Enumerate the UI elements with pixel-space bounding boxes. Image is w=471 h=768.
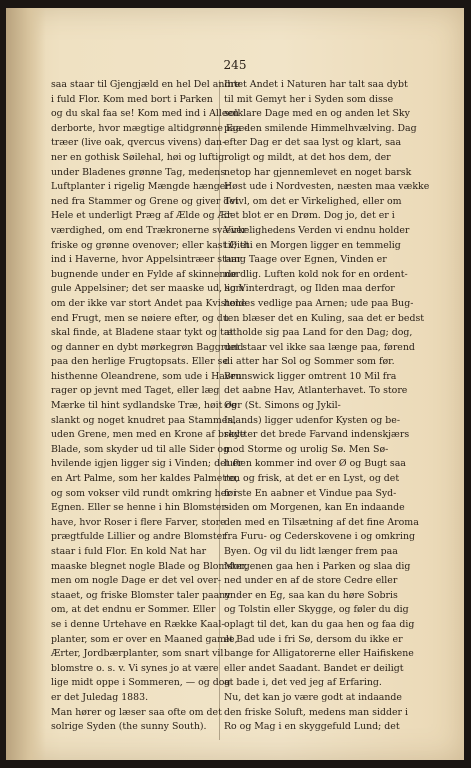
text-line: netop har gjennemlevet en noget barsk bbox=[224, 166, 412, 178]
text-line: lige midt oppe i Sommeren, — og dog bbox=[51, 677, 231, 689]
text-line: Morgenen gaa hen i Parken og slaa dig bbox=[224, 560, 411, 572]
text-line: di atter har Sol og Sommer som før. bbox=[224, 356, 395, 368]
text-line: oplagt til det, kan du gaa hen og faa dig bbox=[224, 618, 415, 630]
text-line: Egnen. Eller se henne i hin Blomster- bbox=[51, 502, 230, 514]
text-line: bugnende under en Fylde af skinnende bbox=[51, 268, 237, 280]
text-line: tung Taage over Egnen, Vinden er bbox=[224, 254, 387, 266]
text-line: derborte, hvor mægtige altidgrønne Ege- bbox=[51, 122, 248, 134]
text-line: holdes vedlige paa Arnen; ude paa Bug- bbox=[224, 297, 414, 309]
text-line: saa staar til Gjengjæld en hel Del andre bbox=[51, 79, 241, 90]
text-line: skal finde, at Bladene staar tykt og tæt bbox=[51, 327, 237, 339]
text-line: om der ikke var stort Andet paa Kvistene bbox=[51, 297, 247, 309]
text-line: og som vokser vild rundt omkring her i bbox=[51, 487, 237, 499]
text-line: histhenne Oleandrene, som ude i Haven bbox=[51, 370, 242, 382]
column-divider bbox=[219, 80, 220, 740]
text-line: det staar vel ikke saa længe paa, førend bbox=[224, 341, 415, 353]
text-line: Luftplanter i rigelig Mængde hænger bbox=[51, 181, 230, 193]
text-line: Nu, det kan jo være godt at indaande bbox=[224, 691, 402, 703]
text-line: paa den herlige Frugtopsats. Eller se bbox=[51, 356, 228, 368]
text-line: Intet Andet i Naturen har talt saa dybt bbox=[224, 79, 408, 90]
text-line: prægtfulde Lillier og andre Blomster bbox=[51, 531, 227, 543]
text-line: Man hører og læser saa ofte om det bbox=[51, 706, 222, 718]
text-line: staaet, og friske Blomster taler paany bbox=[51, 589, 231, 601]
page-number: 245 bbox=[223, 58, 247, 72]
text-line: og du skal faa se! Kom med ind i Alleen bbox=[51, 108, 240, 120]
text-line: blomstre o. s. v. Vi synes jo at være bbox=[51, 662, 219, 674]
text-line: roligt og mildt, at det hos dem, der bbox=[224, 151, 391, 163]
text-line: og Tolstin eller Skygge, og føler du dig bbox=[224, 604, 409, 616]
text-line: staar i fuld Flor. En kold Nat har bbox=[51, 546, 207, 557]
text-line: ned under en af de store Cedre eller bbox=[224, 575, 398, 587]
text-line: have, hvor Roser i flere Farver, store bbox=[51, 516, 226, 528]
text-line: ner en gothisk Søilehal, høi og luftig bbox=[51, 151, 225, 163]
text-line: at bade i, det ved jeg af Erfaring. bbox=[224, 677, 382, 689]
right-column bbox=[224, 78, 430, 735]
text-line: til mit Gemyt her i Syden som disse bbox=[224, 93, 394, 105]
text-line: siden om Morgenen, kan En indaande bbox=[224, 502, 405, 514]
text-line: Islands) ligger udenfor Kysten og be- bbox=[224, 414, 400, 426]
text-line: bange for Alligatorerne eller Haifiskene bbox=[224, 648, 414, 660]
text-line: rager op jevnt med Taget, eller læg bbox=[51, 385, 220, 397]
text-line: til; thi en Morgen ligger en temmelig bbox=[224, 239, 401, 251]
text-line: hvilende igjen ligger sig i Vinden; det er bbox=[51, 458, 243, 470]
text-line: slankt og noget knudret paa Stammen, bbox=[51, 414, 237, 426]
book-page bbox=[6, 8, 464, 760]
text-line: under en Eg, saa kan du høre Sobris bbox=[224, 589, 398, 601]
left-column bbox=[51, 78, 250, 735]
text-line: planter, som er over en Maaned gamle, bbox=[51, 633, 238, 645]
text-line: Øer (St. Simons og Jykil- bbox=[224, 400, 341, 412]
text-line: Virkelighedens Verden vi endnu holder bbox=[224, 224, 410, 236]
text-line: paa den smilende Himmelhvælving. Dag bbox=[224, 122, 417, 134]
text-line: solrige Syden (the sunny South). bbox=[51, 721, 207, 733]
text-line: under Bladenes grønne Tag, medens bbox=[51, 166, 226, 178]
text-line: det aabne Hav, Atlanterhavet. To store bbox=[224, 385, 408, 397]
page-gutter bbox=[6, 8, 46, 760]
text-line: træer (live oak, qvercus vivens) dan- bbox=[51, 137, 226, 149]
text-line: fra Furu- og Cederskovene i og omkring bbox=[224, 531, 415, 543]
text-line: luften kommer ind over Ø og Bugt saa bbox=[224, 458, 406, 470]
text-line: om, at det endnu er Sommer. Eller bbox=[51, 604, 216, 616]
text-line: den friske Soluft, medens man sidder i bbox=[224, 706, 408, 718]
text-line: en Art Palme, som her kaldes Palmetto, bbox=[51, 473, 239, 485]
text-line: se i denne Urtehave en Række Kaal- bbox=[51, 618, 225, 630]
text-line: ren og frisk, at det er en Lyst, og det bbox=[224, 473, 400, 485]
text-line: Byen. Og vil du lidt længer frem paa bbox=[224, 546, 398, 557]
text-line: den med en Tilsætning af det fine Aroma bbox=[224, 516, 419, 528]
text-line: maaske blegnet nogle Blade og Blomster, bbox=[51, 560, 248, 572]
text-line: end Frugt, men se nøiere efter, og du bbox=[51, 312, 229, 324]
text-line: første En aabner et Vindue paa Syd- bbox=[224, 487, 397, 499]
text-line: Ro og Mag i en skyggefuld Lund; det bbox=[224, 721, 400, 733]
text-line: et Bad ude i fri Sø, dersom du ikke er bbox=[224, 633, 403, 645]
text-line: ten blæser det en Kuling, saa det er bedst bbox=[224, 312, 425, 324]
text-line: Blade, som skyder ud til alle Sider og bbox=[51, 443, 230, 455]
text-line: nordlig. Luften kold nok for en ordent- bbox=[224, 268, 408, 280]
text-line: Ærter, Jordbærplanter, som snart vil bbox=[51, 648, 224, 660]
text-line: lig Vinterdragt, og Ilden maa derfor bbox=[224, 283, 395, 295]
text-line: og danner en dybt mørkegrøn Baggrund bbox=[51, 341, 244, 353]
text-line: eller andet Saadant. Bandet er deiligt bbox=[224, 662, 404, 674]
text-line: gule Appelsiner; det ser maaske ud, som bbox=[51, 283, 245, 295]
text-line: skytter det brede Farvand indenskjærs bbox=[224, 429, 410, 441]
text-line: Hele et underligt Præg af Ælde og Ær- bbox=[51, 210, 235, 222]
text-line: mod Storme og urolig Sø. Men Sø- bbox=[224, 443, 389, 455]
text-line: ned fra Stammer og Grene og giver det bbox=[51, 195, 239, 207]
text-line: Brunswick ligger omtrent 10 Mil fra bbox=[224, 370, 397, 382]
text-line: friske og grønne ovenover; eller kast Øiet bbox=[51, 239, 250, 251]
text-line: Mærke til hint sydlandske Træ, høit og bbox=[51, 400, 238, 412]
text-line: ind i Haverne, hvor Appelsintræer staar bbox=[51, 254, 242, 266]
text-line: at holde sig paa Land for den Dag; dog, bbox=[224, 327, 413, 339]
text-line: Tvivl, om det er Virkelighed, eller om bbox=[224, 195, 402, 207]
text-line: Høst ude i Nordvesten, næsten maa vække bbox=[224, 181, 430, 193]
text-line: solklare Dage med en og anden let Sky bbox=[224, 108, 410, 120]
text-line: uden Grene, men med en Krone af brede bbox=[51, 429, 246, 441]
text-line: det blot er en Drøm. Dog jo, det er i bbox=[224, 210, 395, 222]
text-line: men om nogle Dage er det vel over- bbox=[51, 575, 222, 587]
text-line: i fuld Flor. Kom med bort i Parken bbox=[51, 93, 213, 105]
text-line: værdighed, om end Trækronerne svæver bbox=[51, 224, 247, 236]
text-line: er det Juledag 1883. bbox=[51, 691, 149, 703]
text-line: efter Dag er det saa lyst og klart, saa bbox=[224, 137, 402, 149]
